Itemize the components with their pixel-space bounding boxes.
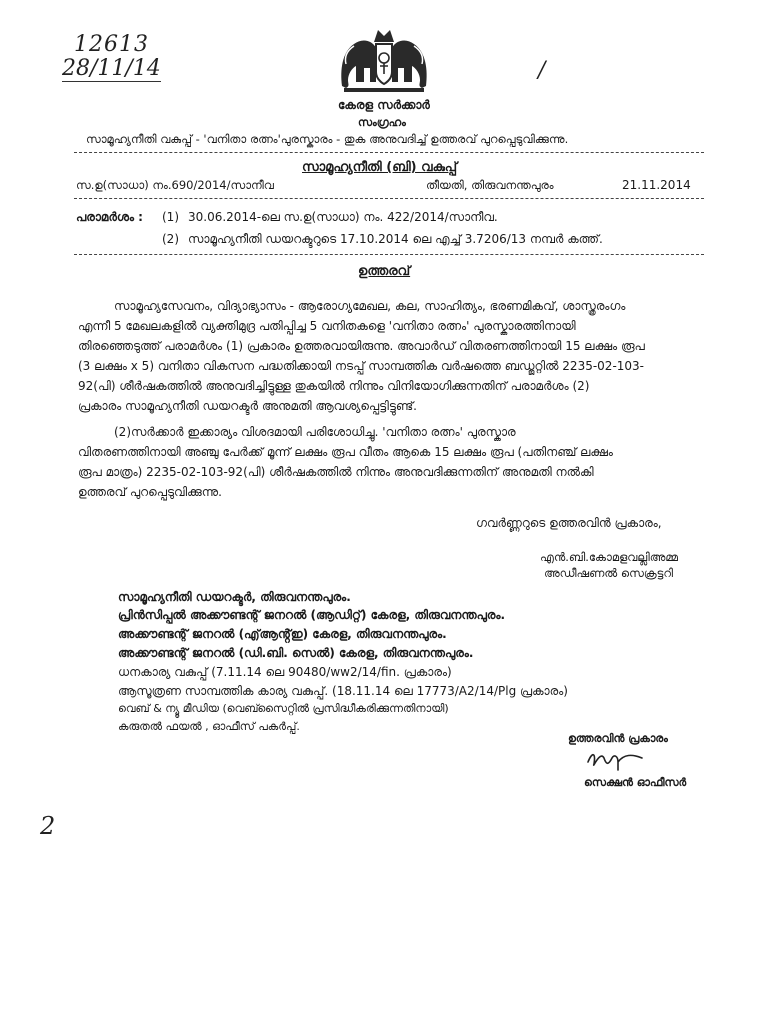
paragraph-line: ഉത്തരവ് പുറപ്പെടുവിക്കുന്നു. <box>78 485 222 499</box>
by-order-of-governor: ഗവർണ്ണറുടെ ഉത്തരവിൻ പ്രകാരം, <box>476 516 662 530</box>
reference-1: 30.06.2014-ലെ സ.ഉ(സാധാ) നം. 422/2014/സാനീവ. <box>188 210 498 224</box>
order-date: 21.11.2014 <box>622 178 691 192</box>
recipient: ആസൂത്രണ സാമ്പത്തിക കാര്യ വകുപ്പ്. (18.11.14 ലെ 17773/A2/14/Plg പ്രകാരം) <box>118 684 568 698</box>
reference-2: സാമൂഹ്യനീതി ഡയറക്ടറുടെ 17.10.2014 ലെ എച്ച് 3.7206/13 നമ്പർ കത്ത്. <box>188 232 603 246</box>
order-paragraph-1 <box>78 296 698 416</box>
department-title: സാമൂഹ്യനീതി (ബി) വകുപ്പ് <box>302 160 458 175</box>
paragraph-line: പ്രകാരം സാമൂഹ്യനീതി ഡയറക്ടർ അനുമതി ആവശ്യപ്പെട്ടിട്ടുണ്ട്. <box>78 399 417 413</box>
paragraph-line: (3 ലക്ഷം x 5) വനിതാ വികസന പദ്ധതിക്കായി നടപ്പ് സാമ്പത്തിക വർഷത്തെ ബഡ്ജറ്റിൽ 2235-02-103- <box>78 359 645 373</box>
section-officer-designation: സെക്ഷൻ ഓഫീസർ <box>584 776 687 789</box>
paragraph-line: 92(പി) ശീർഷകത്തിൽ അനുവദിച്ചിട്ടുള്ള തുകയിൽ നിന്നും വിനിയോഗിക്കുന്നതിന് പരാമർശം (2) <box>78 379 590 393</box>
kerala-emblem-icon <box>334 22 434 96</box>
paragraph-line: സാമൂഹ്യസേവനം, വിദ്യാഭ്യാസം - ആരോഗ്യമേഖല, കല, സാഹിത്യം, ഭരണമികവ്, ശാസ്ത്രരംഗം <box>114 299 626 313</box>
recipient: കരുതൽ ഫയൽ , ഓഫീസ് പകർപ്പ്. <box>118 720 300 733</box>
paragraph-line: തിരഞ്ഞെടുത്ത് പരാമർശം (1) പ്രകാരം ഉത്തരവായിരുന്നു. അവാർഡ് വിതരണത്തിനായി 15 ലക്ഷം രൂപ <box>78 339 645 353</box>
summary-text: സാമൂഹ്യനീതി വകുപ്പ് - 'വനിതാ രത്നം'പുരസ്കാരം - തുക അനുവദിച്ച് ഉത്തരവ് പുറപ്പെടുവിക്കുന്നു. <box>86 132 569 146</box>
references-label: പരാമർശം : <box>76 210 143 224</box>
order-date-label: തീയതി, തിരുവനന്തപുരം <box>426 178 554 192</box>
paragraph-line: രൂപ മാത്രം) 2235-02-103-92(പി) ശീർഷകത്തിൽ നിന്നും അനുവദിക്കുന്നതിന് അനുമതി നൽകി <box>78 465 594 479</box>
paragraph-line: (2)സർക്കാർ ഇക്കാര്യം വിശദമായി പരിശോധിച്ചു. 'വനിതാ രത്നം' പുരസ്കാര <box>114 425 516 439</box>
handwritten-signature <box>582 744 652 774</box>
recipient: അക്കൗണ്ടന്റ് ജനറൽ (എ്ആൻ്റ്ഇ) കേരള, തിരുവനന്തപുരം. <box>118 627 447 641</box>
government-name: കേരള സർക്കാർ <box>338 98 430 112</box>
handwritten-inward-number: 12613 <box>74 32 149 57</box>
handwritten-inward-date: 28/11/14 <box>62 56 161 81</box>
paragraph-line: വിതരണത്തിനായി അഞ്ചു പേർക്ക് മൂന്ന് ലക്ഷം രൂപ വീതം ആകെ 15 ലക്ഷം രൂപ (പതിനഞ്ച് ലക്ഷം <box>78 445 613 459</box>
order-number: സ.ഉ(സാധാ) നം.690/2014/സാനീവ <box>76 178 274 192</box>
paragraph-line: എന്നീ 5 മേഖലകളിൽ വ്യക്തിമുദ്ര പതിപ്പിച്ച 5 വനിതകളെ 'വനിതാ രത്നം' പുരസ്കാരത്തിനായി <box>78 319 576 333</box>
summary-label: സംഗ്രഹം <box>358 116 406 129</box>
order-paragraph-2 <box>78 422 698 502</box>
handwritten-margin-mark: 2 <box>40 812 56 840</box>
handwritten-tick: / <box>538 58 546 83</box>
recipient: വെബ് & ന്യൂ മീഡിയ (വെബ്സൈറ്റിൽ പ്രസിദ്ധീകരിക്കുന്നതിനായി) <box>118 702 449 715</box>
recipient: പ്രിൻസിപ്പൽ അക്കൗണ്ടന്റ് ജനറൽ (ആഡിറ്റ്) കേരള, തിരുവനന്തപുരം. <box>118 608 506 622</box>
recipient: ധനകാര്യ വകുപ്പ് (7.11.14 ലെ 90480/ww2/14/fin. പ്രകാരം) <box>118 665 452 679</box>
attestation-by-order: ഉത്തരവിൻ പ്രകാരം <box>568 732 668 745</box>
recipient: സാമൂഹ്യനീതി ഡയറക്ടർ, തിരുവനന്തപുരം. <box>118 590 351 604</box>
order-heading: ഉത്തരവ് <box>358 264 411 279</box>
signatory-designation: അഡീഷണൽ സെക്രട്ടറി <box>544 566 673 580</box>
divider-middle <box>74 198 704 199</box>
divider-bottom <box>74 254 704 255</box>
divider-top <box>74 152 704 153</box>
signatory-name: എൻ.ബി.കോമളവല്ലിഅമ്മ <box>540 550 678 564</box>
reference-2-number: (2) <box>162 232 179 246</box>
recipient: അക്കൗണ്ടന്റ് ജനറൽ (ഡി.ബി. സെൽ) കേരള, തിരുവനന്തപുരം. <box>118 646 474 660</box>
reference-1-number: (1) <box>162 210 179 224</box>
